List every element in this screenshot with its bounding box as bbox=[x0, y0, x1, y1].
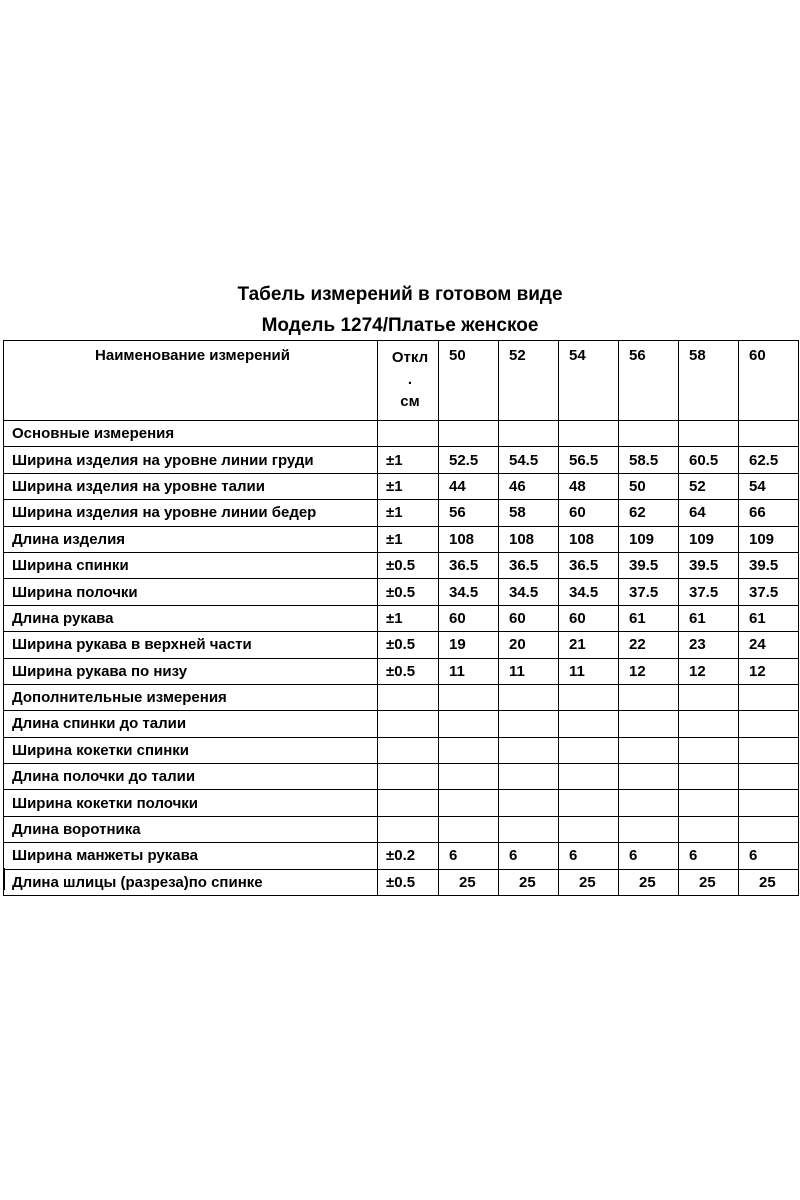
size-value-cell: 25 bbox=[739, 869, 799, 895]
size-value-cell: 108 bbox=[559, 526, 619, 552]
measurement-name-cell: Длина изделия bbox=[4, 526, 378, 552]
size-value-cell: 25 bbox=[679, 869, 739, 895]
tolerance-cell bbox=[378, 421, 439, 447]
size-value-cell bbox=[739, 421, 799, 447]
size-value-cell bbox=[739, 764, 799, 790]
table-row bbox=[4, 605, 799, 631]
size-value-cell: 6 bbox=[619, 843, 679, 869]
tolerance-cell: ±1 bbox=[378, 500, 439, 526]
size-value-cell bbox=[559, 421, 619, 447]
size-value-cell: 46 bbox=[499, 473, 559, 499]
size-value-cell: 19 bbox=[439, 632, 499, 658]
size-value-cell: 11 bbox=[559, 658, 619, 684]
size-value-cell: 66 bbox=[739, 500, 799, 526]
table-row bbox=[4, 421, 799, 447]
header-size-cell: 60 bbox=[739, 341, 799, 421]
size-value-cell: 109 bbox=[679, 526, 739, 552]
size-value-cell: 36.5 bbox=[499, 552, 559, 578]
size-value-cell: 61 bbox=[619, 605, 679, 631]
table-row bbox=[4, 816, 799, 842]
tolerance-cell: ±0.5 bbox=[378, 658, 439, 684]
size-value-cell: 44 bbox=[439, 473, 499, 499]
size-value-cell: 62.5 bbox=[739, 447, 799, 473]
tolerance-cell: ±1 bbox=[378, 447, 439, 473]
measurement-name-cell: Дополнительные измерения bbox=[4, 684, 378, 710]
size-value-cell bbox=[499, 737, 559, 763]
size-value-cell bbox=[499, 684, 559, 710]
size-value-cell: 34.5 bbox=[439, 579, 499, 605]
size-value-cell bbox=[499, 790, 559, 816]
size-value-cell: 108 bbox=[499, 526, 559, 552]
table-row bbox=[4, 684, 799, 710]
size-value-cell bbox=[439, 711, 499, 737]
size-value-cell: 62 bbox=[619, 500, 679, 526]
size-value-cell: 39.5 bbox=[739, 552, 799, 578]
size-value-cell: 61 bbox=[739, 605, 799, 631]
size-value-cell: 25 bbox=[559, 869, 619, 895]
tolerance-cell bbox=[378, 737, 439, 763]
size-value-cell: 37.5 bbox=[739, 579, 799, 605]
measurement-name-cell: Ширина кокетки полочки bbox=[4, 790, 378, 816]
table-row bbox=[4, 869, 799, 895]
size-value-cell: 60 bbox=[499, 605, 559, 631]
header-name-cell: Наименование измерений bbox=[4, 341, 378, 421]
size-value-cell bbox=[439, 816, 499, 842]
size-value-cell: 21 bbox=[559, 632, 619, 658]
size-value-cell: 52.5 bbox=[439, 447, 499, 473]
size-value-cell: 25 bbox=[439, 869, 499, 895]
table-row bbox=[4, 500, 799, 526]
measurement-name-cell: Основные измерения bbox=[4, 421, 378, 447]
size-value-cell: 60 bbox=[559, 605, 619, 631]
size-value-cell bbox=[439, 737, 499, 763]
tolerance-cell: ±0.2 bbox=[378, 843, 439, 869]
size-value-cell: 6 bbox=[679, 843, 739, 869]
header-tolerance-line3: см bbox=[400, 393, 420, 410]
header-size-cell: 56 bbox=[619, 341, 679, 421]
size-value-cell: 109 bbox=[619, 526, 679, 552]
table-row bbox=[4, 579, 799, 605]
size-value-cell: 60.5 bbox=[679, 447, 739, 473]
table-row bbox=[4, 632, 799, 658]
size-value-cell: 50 bbox=[619, 473, 679, 499]
measurement-name-cell: Длина шлицы (разреза)по спинке bbox=[4, 869, 378, 895]
size-value-cell: 36.5 bbox=[559, 552, 619, 578]
tolerance-cell: ±0.5 bbox=[378, 552, 439, 578]
table-row bbox=[4, 790, 799, 816]
size-value-cell: 56 bbox=[439, 500, 499, 526]
measurement-name-cell: Ширина изделия на уровне линии бедер bbox=[4, 500, 378, 526]
size-value-cell: 6 bbox=[559, 843, 619, 869]
size-value-cell bbox=[619, 421, 679, 447]
size-value-cell: 54 bbox=[739, 473, 799, 499]
size-value-cell: 34.5 bbox=[559, 579, 619, 605]
size-value-cell bbox=[559, 711, 619, 737]
measurement-name-cell: Ширина манжеты рукава bbox=[4, 843, 378, 869]
size-value-cell bbox=[679, 816, 739, 842]
table-row bbox=[4, 658, 799, 684]
size-value-cell: 61 bbox=[679, 605, 739, 631]
table-row bbox=[4, 843, 799, 869]
header-size-cell: 54 bbox=[559, 341, 619, 421]
size-value-cell: 60 bbox=[559, 500, 619, 526]
size-value-cell bbox=[679, 711, 739, 737]
size-value-cell bbox=[679, 684, 739, 710]
measurement-name-cell: Ширина спинки bbox=[4, 552, 378, 578]
size-value-cell: 37.5 bbox=[619, 579, 679, 605]
size-value-cell bbox=[619, 790, 679, 816]
size-value-cell: 25 bbox=[499, 869, 559, 895]
document-title: Табель измерений в готовом виде bbox=[237, 284, 563, 305]
size-value-cell: 6 bbox=[439, 843, 499, 869]
size-value-cell: 39.5 bbox=[619, 552, 679, 578]
header-tolerance-line2: . bbox=[407, 371, 413, 388]
size-value-cell bbox=[679, 764, 739, 790]
measurement-name-cell: Длина полочки до талии bbox=[4, 764, 378, 790]
size-value-cell bbox=[619, 684, 679, 710]
measurement-name-cell: Ширина рукава по низу bbox=[4, 658, 378, 684]
tolerance-cell bbox=[378, 790, 439, 816]
measurement-name-cell: Длина рукава bbox=[4, 605, 378, 631]
size-value-cell: 37.5 bbox=[679, 579, 739, 605]
table-header-row bbox=[4, 341, 799, 421]
size-value-cell bbox=[739, 816, 799, 842]
size-value-cell: 11 bbox=[439, 658, 499, 684]
table-row bbox=[4, 552, 799, 578]
table-row bbox=[4, 737, 799, 763]
size-value-cell bbox=[619, 711, 679, 737]
size-value-cell bbox=[439, 764, 499, 790]
size-value-cell: 20 bbox=[499, 632, 559, 658]
header-size-cell: 58 bbox=[679, 341, 739, 421]
header-size-cell: 50 bbox=[439, 341, 499, 421]
tolerance-cell bbox=[378, 816, 439, 842]
size-value-cell bbox=[499, 711, 559, 737]
header-size-cell: 52 bbox=[499, 341, 559, 421]
measurement-name-cell: Ширина рукава в верхней части bbox=[4, 632, 378, 658]
size-value-cell bbox=[559, 764, 619, 790]
size-value-cell: 39.5 bbox=[679, 552, 739, 578]
size-value-cell: 54.5 bbox=[499, 447, 559, 473]
size-value-cell bbox=[499, 816, 559, 842]
size-value-cell bbox=[559, 737, 619, 763]
size-value-cell bbox=[439, 421, 499, 447]
size-value-cell: 24 bbox=[739, 632, 799, 658]
size-value-cell bbox=[619, 764, 679, 790]
size-value-cell bbox=[679, 421, 739, 447]
size-value-cell: 11 bbox=[499, 658, 559, 684]
size-value-cell: 34.5 bbox=[499, 579, 559, 605]
size-value-cell bbox=[679, 737, 739, 763]
size-value-cell bbox=[619, 737, 679, 763]
measurements-table bbox=[3, 340, 799, 896]
size-value-cell: 36.5 bbox=[439, 552, 499, 578]
size-value-cell: 12 bbox=[739, 658, 799, 684]
size-value-cell: 52 bbox=[679, 473, 739, 499]
size-value-cell bbox=[559, 790, 619, 816]
header-tolerance-line1: Откл bbox=[391, 349, 429, 366]
size-value-cell bbox=[439, 684, 499, 710]
size-value-cell: 58 bbox=[499, 500, 559, 526]
size-value-cell: 6 bbox=[739, 843, 799, 869]
document-subtitle: Модель 1274/Платье женское bbox=[261, 315, 539, 336]
size-value-cell bbox=[499, 421, 559, 447]
table-row bbox=[4, 711, 799, 737]
size-value-cell: 12 bbox=[679, 658, 739, 684]
size-value-cell bbox=[559, 816, 619, 842]
size-value-cell: 56.5 bbox=[559, 447, 619, 473]
size-value-cell: 25 bbox=[619, 869, 679, 895]
tolerance-cell bbox=[378, 711, 439, 737]
tolerance-cell bbox=[378, 684, 439, 710]
tolerance-cell: ±1 bbox=[378, 526, 439, 552]
size-value-cell: 108 bbox=[439, 526, 499, 552]
table-row bbox=[4, 473, 799, 499]
tolerance-cell: ±0.5 bbox=[378, 632, 439, 658]
table-row bbox=[4, 764, 799, 790]
measurement-name-cell: Ширина изделия на уровне линии груди bbox=[4, 447, 378, 473]
size-value-cell: 109 bbox=[739, 526, 799, 552]
tolerance-cell: ±1 bbox=[378, 473, 439, 499]
size-value-cell bbox=[739, 684, 799, 710]
size-value-cell: 22 bbox=[619, 632, 679, 658]
size-value-cell: 6 bbox=[499, 843, 559, 869]
tolerance-cell: ±1 bbox=[378, 605, 439, 631]
tolerance-cell: ±0.5 bbox=[378, 579, 439, 605]
measurement-name-cell: Ширина изделия на уровне талии bbox=[4, 473, 378, 499]
table-row bbox=[4, 526, 799, 552]
size-value-cell: 60 bbox=[439, 605, 499, 631]
size-value-cell bbox=[559, 684, 619, 710]
size-value-cell bbox=[739, 711, 799, 737]
measurement-name-cell: Ширина полочки bbox=[4, 579, 378, 605]
size-value-cell: 58.5 bbox=[619, 447, 679, 473]
size-value-cell bbox=[499, 764, 559, 790]
size-value-cell bbox=[739, 790, 799, 816]
tolerance-cell bbox=[378, 764, 439, 790]
tolerance-cell: ±0.5 bbox=[378, 869, 439, 895]
size-value-cell bbox=[679, 790, 739, 816]
size-value-cell bbox=[739, 737, 799, 763]
size-value-cell: 64 bbox=[679, 500, 739, 526]
measurement-name-cell: Длина воротника bbox=[4, 816, 378, 842]
size-value-cell bbox=[619, 816, 679, 842]
measurement-name-cell: Длина спинки до талии bbox=[4, 711, 378, 737]
size-value-cell: 12 bbox=[619, 658, 679, 684]
header-tolerance-cell bbox=[378, 341, 439, 421]
measurement-name-cell: Ширина кокетки спинки bbox=[4, 737, 378, 763]
size-value-cell bbox=[439, 790, 499, 816]
table-edge-mark bbox=[3, 868, 5, 890]
table-row bbox=[4, 447, 799, 473]
size-value-cell: 23 bbox=[679, 632, 739, 658]
size-value-cell: 48 bbox=[559, 473, 619, 499]
